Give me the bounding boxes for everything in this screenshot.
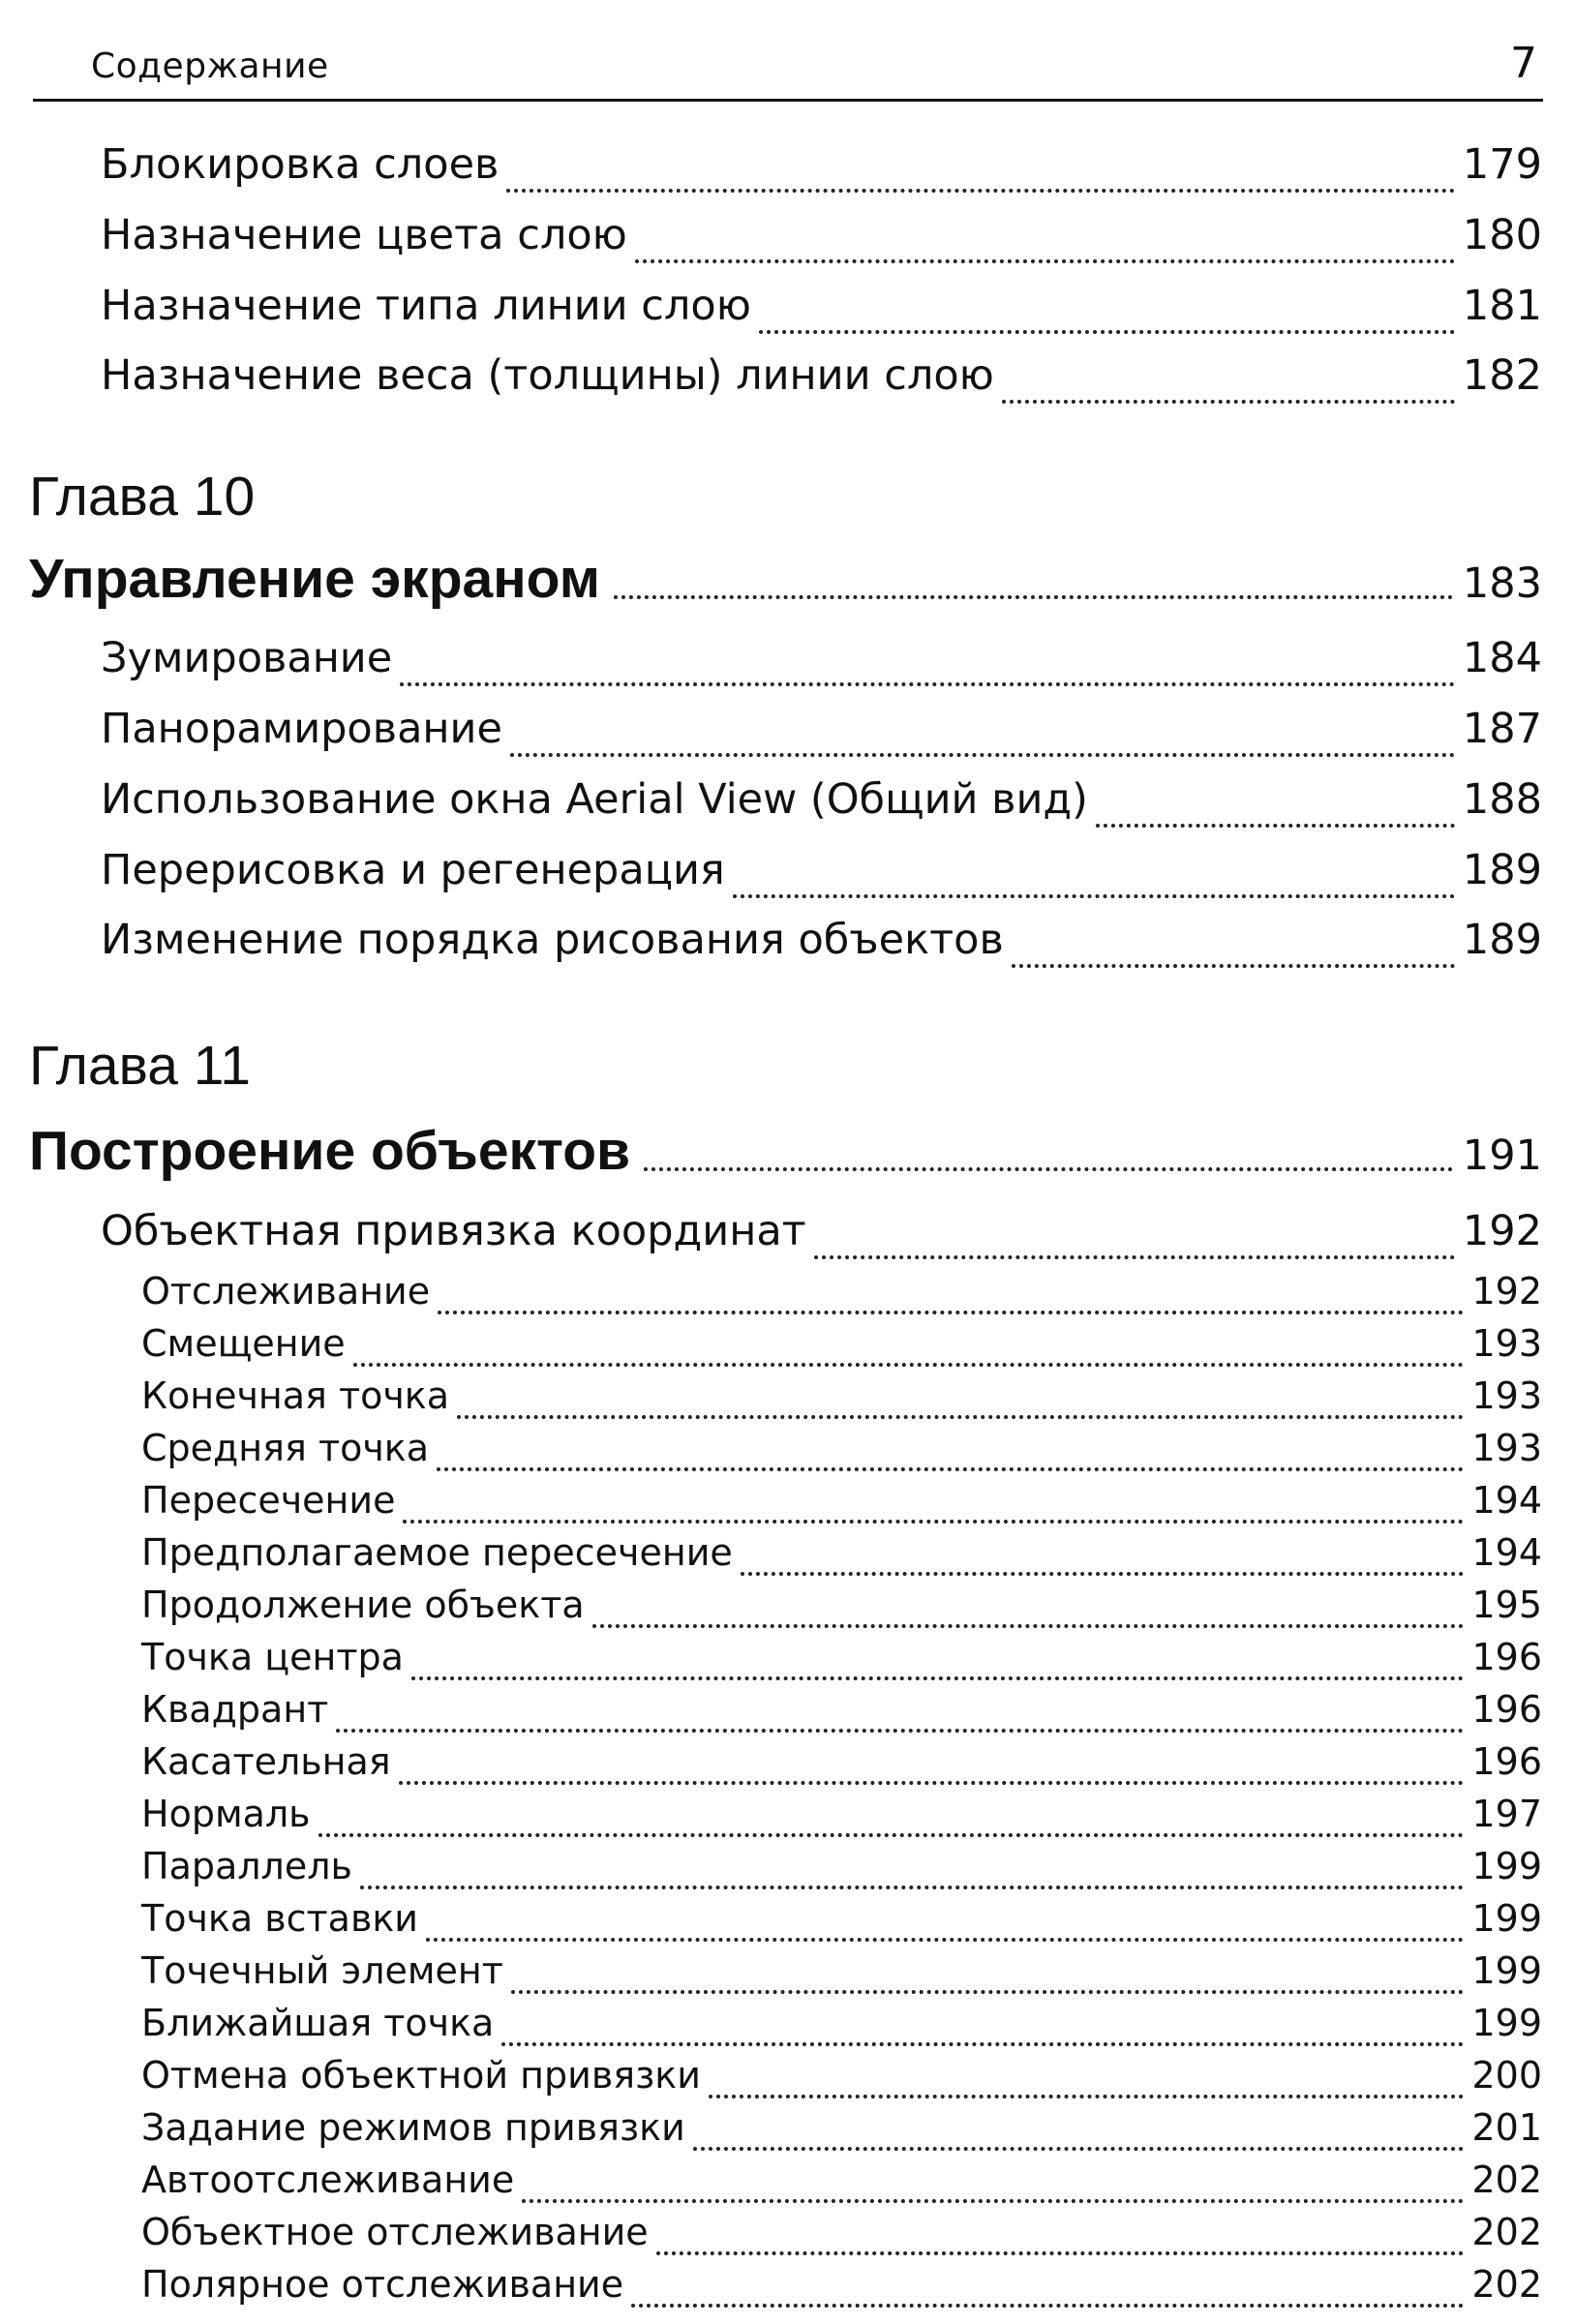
toc-entry-title: Назначение веса (толщины) линии слою xyxy=(101,351,994,400)
dot-leader xyxy=(631,2301,1464,2308)
toc-subentry[interactable] xyxy=(141,2158,1542,2211)
toc-entry-page: 188 xyxy=(1462,775,1542,824)
toc-subentry-title: Пересечение xyxy=(141,1479,396,1522)
dot-leader xyxy=(1002,397,1455,404)
chapter-10-page: 183 xyxy=(1462,559,1542,608)
toc-subentry-title: Задание режимов привязки xyxy=(141,2106,685,2149)
dot-leader xyxy=(656,2249,1465,2255)
toc-subentry-title: Конечная точка xyxy=(141,1374,450,1417)
toc-subentry-page: 197 xyxy=(1471,1793,1542,1835)
toc-subentry[interactable] xyxy=(141,1793,1542,1845)
toc-subentry-page: 196 xyxy=(1471,1688,1542,1731)
toc-entry[interactable] xyxy=(101,634,1542,696)
toc-entry[interactable] xyxy=(101,846,1542,908)
toc-subentry-page: 199 xyxy=(1471,1845,1542,1887)
dot-leader xyxy=(709,2092,1465,2098)
chapter-10-title: Управление экраном xyxy=(29,548,600,610)
toc-subentry-title: Средняя точка xyxy=(141,1427,430,1469)
toc-subentry[interactable] xyxy=(141,1374,1542,1427)
dot-leader xyxy=(400,679,1455,686)
dot-leader xyxy=(1096,821,1455,828)
toc-subentry-title: Объектное отслеживание xyxy=(141,2211,649,2253)
toc-subentry-page: 196 xyxy=(1471,1740,1542,1783)
toc-subentry-title: Касательная xyxy=(141,1740,391,1783)
toc-subentry[interactable] xyxy=(141,1427,1542,1479)
toc-subentry-page: 194 xyxy=(1471,1531,1542,1574)
toc-subentry-page: 199 xyxy=(1471,1897,1542,1940)
chapter-11-page: 191 xyxy=(1462,1132,1542,1180)
toc-subentry[interactable] xyxy=(141,1740,1542,1793)
toc-subentry-title: Отслеживание xyxy=(141,1270,431,1313)
toc-subentry[interactable] xyxy=(141,2263,1542,2315)
toc-subentry-page: 202 xyxy=(1471,2263,1542,2306)
dot-leader xyxy=(399,1778,1465,1785)
chapter-10-label: Глава 10 xyxy=(29,466,256,528)
chapter-10-heading[interactable] xyxy=(29,547,1542,611)
dot-leader xyxy=(635,257,1455,263)
toc-entry-page: 184 xyxy=(1462,634,1542,682)
toc-subentry-page: 192 xyxy=(1471,1270,1542,1313)
dot-leader xyxy=(644,1164,1453,1171)
toc-subentry[interactable] xyxy=(141,1479,1542,1531)
toc-subentry-title: Автоотслеживание xyxy=(141,2158,515,2201)
toc-subentry-title: Нормаль xyxy=(141,1793,311,1835)
toc-subentry-title: Полярное отслеживание xyxy=(141,2263,624,2306)
toc-subentry[interactable] xyxy=(141,1897,1542,1949)
dot-leader xyxy=(318,1830,1465,1837)
toc-entry[interactable] xyxy=(101,775,1542,837)
toc-subentry-page: 194 xyxy=(1471,1479,1542,1522)
dot-leader xyxy=(411,1674,1465,1680)
toc-subentry-page: 199 xyxy=(1471,1949,1542,1992)
toc-subentry-title: Отмена объектной привязки xyxy=(141,2054,701,2097)
toc-entry-page: 192 xyxy=(1462,1207,1542,1255)
dot-leader xyxy=(522,2196,1464,2203)
dot-leader xyxy=(506,186,1455,193)
chapter-11-heading[interactable] xyxy=(29,1119,1542,1183)
running-head xyxy=(33,35,1543,102)
dot-leader xyxy=(353,1360,1465,1367)
toc-entry[interactable] xyxy=(101,140,1542,202)
toc-subentry-title: Параллель xyxy=(141,1845,352,1887)
dot-leader xyxy=(501,2039,1464,2046)
toc-entry[interactable] xyxy=(101,916,1542,978)
toc-subentry[interactable] xyxy=(141,2002,1542,2054)
toc-subentry[interactable] xyxy=(141,1949,1542,2002)
toc-entry-title: Перерисовка и регенерация xyxy=(101,846,725,894)
dot-leader xyxy=(759,327,1455,334)
dot-leader xyxy=(511,1987,1465,1994)
toc-entry-page: 189 xyxy=(1462,916,1542,964)
toc-entry-page: 187 xyxy=(1462,705,1542,753)
toc-subentry-page: 199 xyxy=(1471,2002,1542,2044)
dot-leader xyxy=(438,1308,1464,1314)
toc-subentry-page: 195 xyxy=(1471,1584,1542,1626)
toc-entry-title: Назначение цвета слою xyxy=(101,211,627,259)
toc-subentry-page: 193 xyxy=(1471,1427,1542,1469)
dot-leader xyxy=(403,1517,1464,1524)
toc-subentry-title: Квадрант xyxy=(141,1688,329,1731)
dot-leader xyxy=(741,1569,1465,1576)
toc-subentry-page: 196 xyxy=(1471,1636,1542,1678)
dot-leader xyxy=(693,2144,1465,2151)
toc-subentry-title: Предполагаемое пересечение xyxy=(141,1531,733,1574)
dot-leader xyxy=(336,1726,1464,1733)
toc-subentry[interactable] xyxy=(141,1688,1542,1740)
chapter-11-label: Глава 11 xyxy=(29,1035,251,1097)
toc-subentry[interactable] xyxy=(141,1636,1542,1688)
toc-entry-title: Блокировка слоев xyxy=(101,140,500,189)
toc-entry-title: Объектная привязка координат xyxy=(101,1207,806,1255)
toc-subentry-page: 193 xyxy=(1471,1374,1542,1417)
toc-subentry-title: Ближайшая точка xyxy=(141,2002,495,2044)
toc-subentry[interactable] xyxy=(141,1322,1542,1374)
toc-entry-title: Изменение порядка рисования объектов xyxy=(101,916,1004,964)
dot-leader xyxy=(814,1253,1455,1259)
dot-leader xyxy=(510,750,1455,757)
toc-entry-page: 181 xyxy=(1462,282,1542,330)
toc-entry-page: 180 xyxy=(1462,211,1542,259)
running-head-title: Содержание xyxy=(91,46,329,86)
toc-subentry[interactable] xyxy=(141,2106,1542,2158)
toc-subentry-title: Продолжение объекта xyxy=(141,1584,585,1626)
toc-subentry-page: 200 xyxy=(1471,2054,1542,2097)
toc-entry[interactable] xyxy=(101,211,1542,273)
dot-leader xyxy=(360,1883,1465,1889)
toc-subentry-title: Смещение xyxy=(141,1322,346,1365)
toc-subentry-title: Точка центра xyxy=(141,1636,404,1678)
dot-leader xyxy=(1012,961,1455,968)
dot-leader xyxy=(733,891,1455,898)
toc-entry-title: Использование окна Aerial View (Общий вид) xyxy=(101,775,1088,824)
dot-leader xyxy=(426,1935,1464,1942)
dot-leader xyxy=(592,1621,1465,1628)
toc-subentry-page: 201 xyxy=(1471,2106,1542,2149)
toc-subentry[interactable] xyxy=(141,1584,1542,1636)
toc-entry-page: 189 xyxy=(1462,846,1542,894)
toc-subentry-page: 202 xyxy=(1471,2158,1542,2201)
toc-subentry[interactable] xyxy=(141,1270,1542,1322)
chapter-11-title: Построение объектов xyxy=(29,1120,631,1182)
toc-subentry-page: 193 xyxy=(1471,1322,1542,1365)
toc-entry-title: Панорамирование xyxy=(101,705,502,753)
toc-entry-page: 179 xyxy=(1462,140,1542,189)
running-head-page-number: 7 xyxy=(1510,39,1537,88)
dot-leader xyxy=(437,1464,1464,1471)
toc-entry-title: Зумирование xyxy=(101,634,393,682)
toc-entry[interactable] xyxy=(101,282,1542,344)
toc-subentry-page: 202 xyxy=(1471,2211,1542,2253)
dot-leader xyxy=(457,1412,1464,1419)
toc-subentry[interactable] xyxy=(141,2211,1542,2263)
toc-subentry[interactable] xyxy=(141,1845,1542,1897)
toc-subentry[interactable] xyxy=(141,2054,1542,2106)
toc-subentry-title: Точка вставки xyxy=(141,1897,418,1940)
toc-entry-title: Назначение типа линии слою xyxy=(101,282,751,330)
toc-subentry[interactable] xyxy=(141,1531,1542,1584)
toc-entry[interactable] xyxy=(101,1207,1542,1269)
dot-leader xyxy=(614,592,1453,599)
toc-entry-page: 182 xyxy=(1462,351,1542,400)
toc-subentry-title: Точечный элемент xyxy=(141,1949,503,1992)
toc-entry[interactable] xyxy=(101,351,1542,413)
toc-entry[interactable] xyxy=(101,705,1542,767)
